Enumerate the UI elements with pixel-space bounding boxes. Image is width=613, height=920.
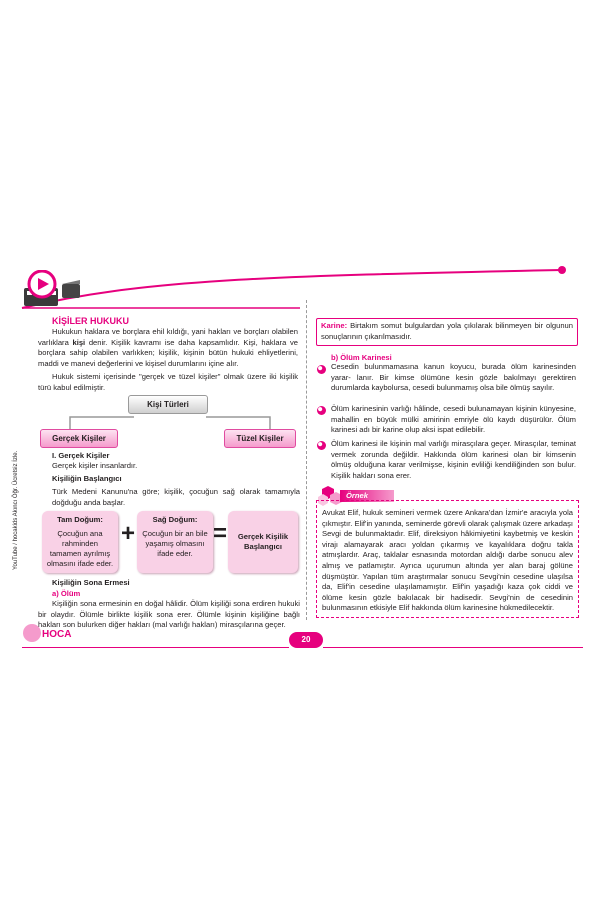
olum-karinesi-title: b) Ölüm Karinesi (331, 353, 392, 362)
box-sag-dogum: Sağ Doğum: Çocuğun bir an bile yaşamış olmasını ifade eder. (137, 511, 213, 573)
section1-paragraph: Türk Medeni Kanunu'na göre; kişilik, çocuğun sağ olarak tamamıyla doğduğu anda başlar. (52, 487, 300, 507)
ornek-label: Örnek (340, 490, 394, 502)
bullet-icon-3 (317, 441, 326, 450)
bullet-icon-1 (317, 365, 326, 374)
sidebar-vertical-text: YouTube / hocakids Akıncı Öğr. Ücretsiz İzle. (13, 450, 19, 570)
end-title: Kişiliğin Sona Ermesi (52, 578, 130, 587)
equals-sign: = (213, 520, 228, 547)
footer-line-left (22, 647, 289, 648)
bullet-text-2: Ölüm karinesinin varlığı hâlinde, cesedi bulunamayan kişinin künyesine, mahallin en büyük mülki amirinin emriyle ölü kaydı düşürülür. Ölüm karinesi adı bir karine olup aksi ispat edilebilir. (331, 404, 576, 435)
plus-sign: + (121, 520, 136, 547)
ornek-text: Avukat Elif, hukuk semineri vermek üzere Ankara'dan İzmir'e aracıyla yola çıkmıştır. Elif'in yanında, seminerde görevli olarak çalışmak üzere arkadaşı Sevgi de bulunmaktadır. Elif, direksiyon hâkimiyetini kaybetmiş ve keskin virajı alamayarak aracı yoldan çıkarmış ve kayalıklara doğru takla atmışlardır. Araç, taklalar esnasında motordan aldığı darbe sonucu alev almış ve patlamıştır. Ayrıca uçurumun altında yer alan baraj gölüne düşmüştür. Yapılan tüm araştırmalar sonucu Sevgi'nin cesedine ulaşılsa da, Elif'in cesedine ulaşılamamıştır. Elif'in yaşadığı kaza çok ciddi ve ölüme kesin gözle bakılacak bir hadisedir. Sevgi'nin de cesedinin bulunmasının etkisiyle Elif hakkında ölüm karinesine hükmedilecektir. (322, 508, 573, 613)
bullet-icon-2 (317, 406, 326, 415)
page-number: 20 (289, 632, 323, 648)
section1-text: Gerçek kişiler insanlardır. (52, 461, 138, 470)
bullet-text-3: Ölüm karinesi ile kişinin mal varlığı mirasçılara geçer. Mirasçılar, teminat vermek zorunda değildir. Hakkında ölüm karinesi olan bir kimsenin ölmüş olduğuna karar verilmişse, kişinin evliliği kendiliğinden son bulur. Kişilik hakları sona erer. (331, 439, 576, 480)
box-result: Gerçek Kişilik Başlangıcı (228, 511, 298, 573)
diagram-root: Kişi Türleri (128, 395, 208, 414)
paragraph-2: Hukuk sistemi içerisinde "gerçek ve tüzel kişiler" olmak üzere iki kişilik türü kabul edilmiştir. (38, 372, 298, 392)
ornek-box (316, 500, 579, 618)
bullet-text-1: Cesedin bulunmamasına kanun koyucu, burada ölüm karinesinden yarar- lanır. Bir kimse ölümüne kesin gözle bakılmayı gerektiren durumlarda kaybolursa, cesedi bulunmamış olsa bile ölmüş sayılır. (331, 362, 576, 393)
brand-logo (22, 622, 82, 649)
box-tam-dogum: Tam Doğum: Çocuğun ana rahminden tamamen ayrılmış olmasını ifade eder. (42, 511, 118, 573)
paragraph-1: Hukukun haklara ve borçlara ehil kıldığı, yani hakları ve borçları olabilen varlıklara kişi denir. Kişilik kavramı ise daha kapsamlıdır. Kişi, haklara ve borçlara sahip olabilen varlıkken; kişilik, kişinin bütün hukuki ehliyetlerini, maddi ve manevi değerlerini ve kişisel durumlarını içine alır. (38, 327, 298, 368)
section1-title: I. Gerçek Kişiler (52, 451, 110, 460)
section-title: KİŞİLER HUKUKU (52, 316, 130, 326)
end-paragraph: Kişiliğin sona ermesinin en doğal hâlidir. Ölüm kişiliği sona erdiren hukuki bir olaydır. Ölümle birlikte kişilik sona erer. Ölümle kişinin kişiliğine bağlı hakları son bulurken diğer hakları (mal varlığı hakları) mirasçılarına geçer. (38, 599, 300, 630)
header-curve (22, 270, 562, 308)
karine-box: Karine: Birtakım somut bulgulardan yola çıkılarak bilinmeyen bir olgunun sonuçlarının çıkarılmasıdır. (316, 318, 578, 346)
end-subtitle: a) Ölüm (52, 589, 81, 598)
header-curve-dot (558, 266, 566, 274)
column-divider (306, 300, 307, 620)
footer-line-right (323, 647, 583, 648)
svg-text:HOCA: HOCA (42, 629, 72, 640)
diagram-node-gercek: Gerçek Kişiler (40, 429, 118, 448)
section1-sub: Kişiliğin Başlangıcı (52, 474, 122, 483)
diagram-node-tuzel: Tüzel Kişiler (224, 429, 296, 448)
video-play-icon (22, 270, 82, 313)
